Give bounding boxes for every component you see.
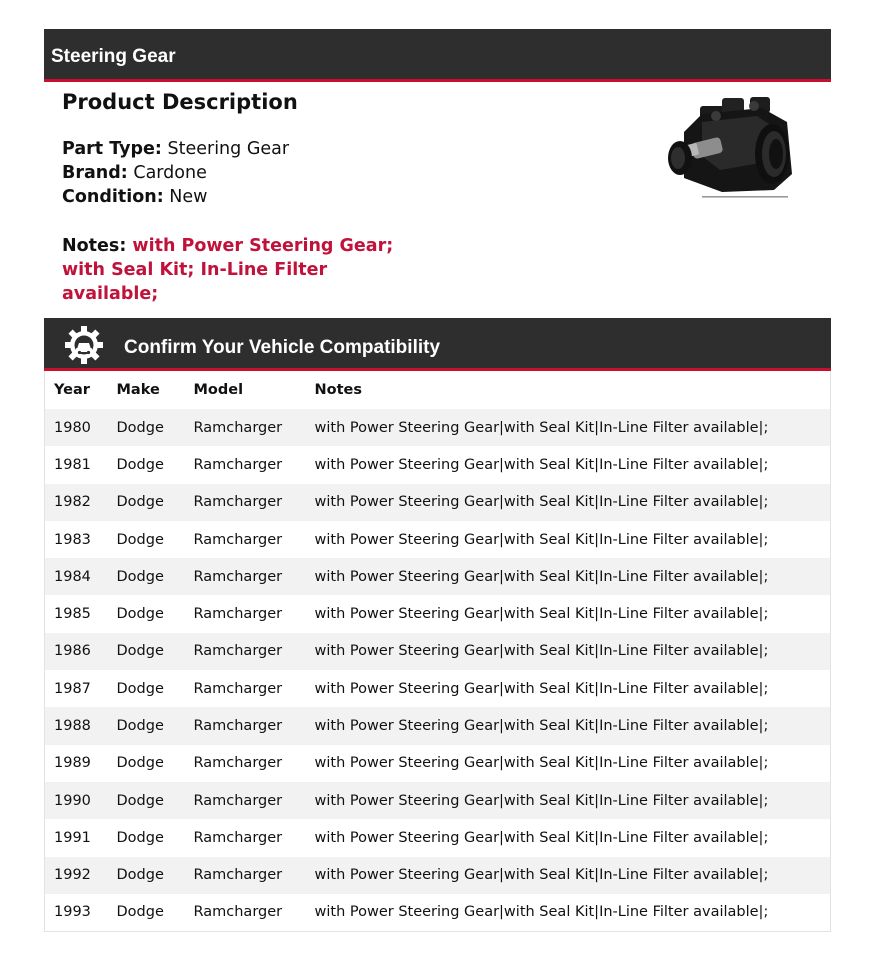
cell-notes: with Power Steering Gear|with Seal Kit|In-Line Filter available|; [314,904,769,921]
cell-make: Dodge [117,484,194,521]
brand-line [62,161,207,185]
table-row [45,409,831,446]
cell-make: Dodge [117,558,194,595]
brand-value: Cardone [133,163,207,183]
cell-model: Ramcharger [194,409,315,446]
cell-year: 1986 [45,633,117,670]
part-type-line [62,137,289,161]
cell-year: 1991 [54,829,91,846]
cell-model: Ramcharger [194,633,315,670]
cell-model: Ramcharger [193,904,283,921]
notes-label: Notes: [62,236,127,256]
cell-notes: with Power Steering Gear|with Seal Kit|In-Line Filter available|; [315,484,831,521]
table-row [45,484,831,521]
cell-make: Dodge [117,409,194,446]
condition-line [62,185,207,209]
cell-make: Dodge [117,782,194,819]
table-row [45,745,831,782]
cell-notes: with Power Steering Gear|with Seal Kit|In-Line Filter available|; [315,707,831,744]
table-row [45,521,831,558]
cell-year: 1982 [45,484,117,521]
table-row [45,857,831,894]
table-row [45,446,831,483]
cell-make: Dodge [117,857,194,894]
table-row [45,894,831,931]
cell-make: Dodge [117,633,194,670]
cell-year: 1989 [54,755,91,772]
cell-model: Ramcharger [194,782,315,819]
cell-notes: with Power Steering Gear|with Seal Kit|In-Line Filter available|; [314,680,769,697]
cell-model: Ramcharger [194,857,315,894]
cell-model: Ramcharger [194,484,315,521]
cell-notes: with Power Steering Gear|with Seal Kit|In-Line Filter available|; [315,558,831,595]
compatibility-title: Confirm Your Vehicle Compatibility [124,337,441,358]
cell-year: 1980 [45,409,117,446]
cell-notes: with Power Steering Gear|with Seal Kit|In-Line Filter available|; [314,755,769,772]
cell-notes: with Power Steering Gear|with Seal Kit|In-Line Filter available|; [315,857,831,894]
compatibility-table [44,371,831,932]
col-model-header: Model [193,382,244,398]
cell-make: Dodge [116,829,164,846]
cell-year: 1992 [45,857,117,894]
cell-make: Dodge [116,531,164,548]
cell-model: Ramcharger [194,707,315,744]
condition-label: Condition: [62,187,164,207]
cell-make: Dodge [117,707,194,744]
cell-model: Ramcharger [193,606,283,623]
compatibility-header [44,318,831,371]
cell-notes: with Power Steering Gear|with Seal Kit|In-Line Filter available|; [314,829,769,846]
steering-gear-header [44,29,831,82]
cell-make: Dodge [116,680,164,697]
col-make-header: Make [116,382,160,398]
cell-notes: with Power Steering Gear|with Seal Kit|In-Line Filter available|; [314,531,769,548]
table-row [45,558,831,595]
cell-make: Dodge [116,606,164,623]
section-header-title: Steering Gear [51,46,176,67]
cell-model: Ramcharger [193,829,283,846]
table-header-row [45,371,831,409]
part-type-label: Part Type: [62,139,162,159]
notes-value: with Power Steering Gear; with Seal Kit; In-Line Filter available; [62,236,394,304]
cell-model: Ramcharger [193,456,283,473]
cell-notes: with Power Steering Gear|with Seal Kit|In-Line Filter available|; [314,456,769,473]
cell-year: 1988 [45,707,117,744]
cell-notes: with Power Steering Gear|with Seal Kit|In-Line Filter available|; [314,606,769,623]
condition-value: New [169,187,208,207]
cell-make: Dodge [116,904,164,921]
cell-model: Ramcharger [193,531,283,548]
cell-year: 1985 [54,606,91,623]
cell-notes: with Power Steering Gear|with Seal Kit|In-Line Filter available|; [315,409,831,446]
table-row [45,819,831,856]
cell-year: 1987 [54,680,91,697]
cell-year: 1981 [54,456,91,473]
gear-car-icon [64,325,104,365]
part-type-value: Steering Gear [167,139,290,159]
cell-make: Dodge [116,755,164,772]
table-row [45,782,831,819]
col-year-header: Year [54,382,90,398]
steering-gear-product-image [662,92,794,202]
notes-block [62,234,412,306]
table-row [45,707,831,744]
cell-year: 1983 [54,531,91,548]
cell-year: 1993 [54,904,91,921]
cell-model: Ramcharger [194,558,315,595]
cell-model: Ramcharger [193,755,283,772]
table-row [45,670,831,707]
table-row [45,595,831,632]
cell-year: 1984 [45,558,117,595]
table-row [45,633,831,670]
product-description-title: Product Description [62,90,298,114]
cell-model: Ramcharger [193,680,283,697]
cell-year: 1990 [45,782,117,819]
col-notes-header: Notes [314,382,362,398]
brand-label: Brand: [62,163,128,183]
cell-notes: with Power Steering Gear|with Seal Kit|In-Line Filter available|; [315,633,831,670]
cell-notes: with Power Steering Gear|with Seal Kit|In-Line Filter available|; [315,782,831,819]
cell-make: Dodge [116,456,164,473]
